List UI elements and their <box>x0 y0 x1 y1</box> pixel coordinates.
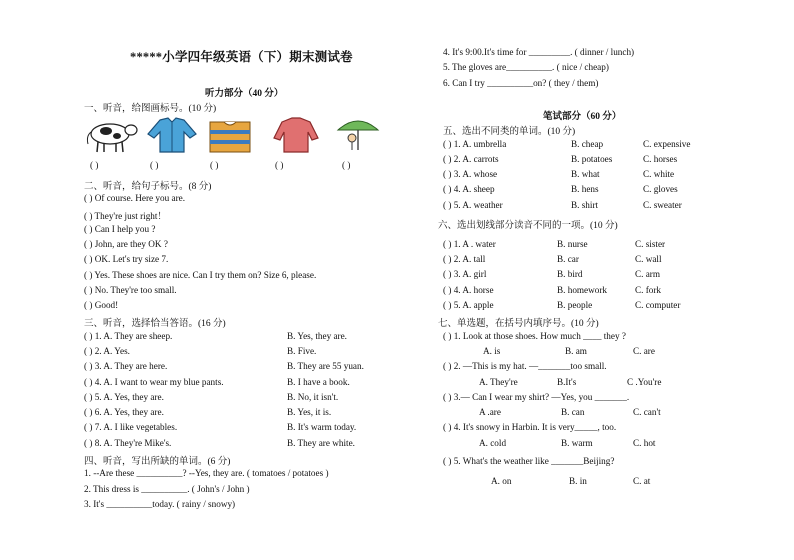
s2-item: ( ) Yes. These shoes are nice. Can I try them on? Size 6, please. <box>84 270 317 280</box>
picture-row <box>84 116 384 156</box>
s2-item: ( ) Of course. Here you are. <box>84 193 186 203</box>
s2-item: ( ) John, are they OK ? <box>84 239 168 249</box>
cow-icon <box>84 116 139 154</box>
writing-header: 笔试部分（60 分） <box>543 112 622 122</box>
listening-header: 听力部分（40 分） <box>205 89 284 99</box>
page-title: *****小学四年级英语（下）期末测试卷 <box>130 50 353 64</box>
s4-item: 3. It's __________today. ( rainy / snowy) <box>84 499 236 509</box>
sweater-icon <box>206 116 254 154</box>
s7-question: ( ) 1. Look at those shoes. How much ____ they ? <box>443 331 626 341</box>
s7-question: ( ) 5. What's the weather like _______Beijing? <box>443 456 615 466</box>
s2-item: ( ) Can I help you ? <box>84 224 156 234</box>
s2-item: ( ) No. They're too small. <box>84 285 177 295</box>
section-5-title: 五、选出不同类的单词。(10 分) <box>443 127 576 137</box>
section-2-title: 二、听音，给句子标号。(8 分) <box>84 182 212 192</box>
s4-item: 2. This dress is __________. ( John's / John ) <box>84 484 250 494</box>
section-1-title: 一、听音，给图画标号。(10 分) <box>84 104 217 114</box>
umbrella-boy-icon <box>334 116 382 154</box>
s4-item: 5. The gloves are__________. ( nice / cheap) <box>443 62 609 72</box>
coat-icon <box>272 116 320 154</box>
paren-1: ( ) <box>90 160 99 170</box>
paren-3: ( ) <box>210 160 219 170</box>
s7-question: ( ) 2. —This is my hat. —_______too small. <box>443 361 607 371</box>
section-6-title: 六、选出划线部分读音不同的一项。(10 分) <box>438 221 618 231</box>
paren-2: ( ) <box>150 160 159 170</box>
s4-item: 1. --Are these __________? --Yes, they are. ( tomatoes / potatoes ) <box>84 468 329 478</box>
s7-question: ( ) 4. It's snowy in Harbin. It is very_____, too. <box>443 422 617 432</box>
s4-item: 4. It's 9:00.It's time for _________. ( dinner / lunch) <box>443 47 635 57</box>
s4-item: 6. Can I try __________on? ( they / them) <box>443 78 599 88</box>
s7-question: ( ) 3.— Can I wear my shirt? —Yes, you _______. <box>443 392 630 402</box>
paren-4: ( ) <box>275 160 284 170</box>
section-4-title: 四、听音，写出所缺的单词。(6 分) <box>84 457 231 467</box>
paren-5: ( ) <box>342 160 351 170</box>
s2-item: ( ) They're just right！ <box>84 211 167 221</box>
s2-item: ( ) OK. Let's try size 7. <box>84 254 169 264</box>
s2-item: ( ) Good! <box>84 300 119 310</box>
jacket-icon <box>146 116 198 154</box>
section-7-title: 七、单选题，在括号内填序号。(10 分) <box>438 319 599 329</box>
section-3-title: 三、听音，选择恰当答语。(16 分) <box>84 319 226 329</box>
